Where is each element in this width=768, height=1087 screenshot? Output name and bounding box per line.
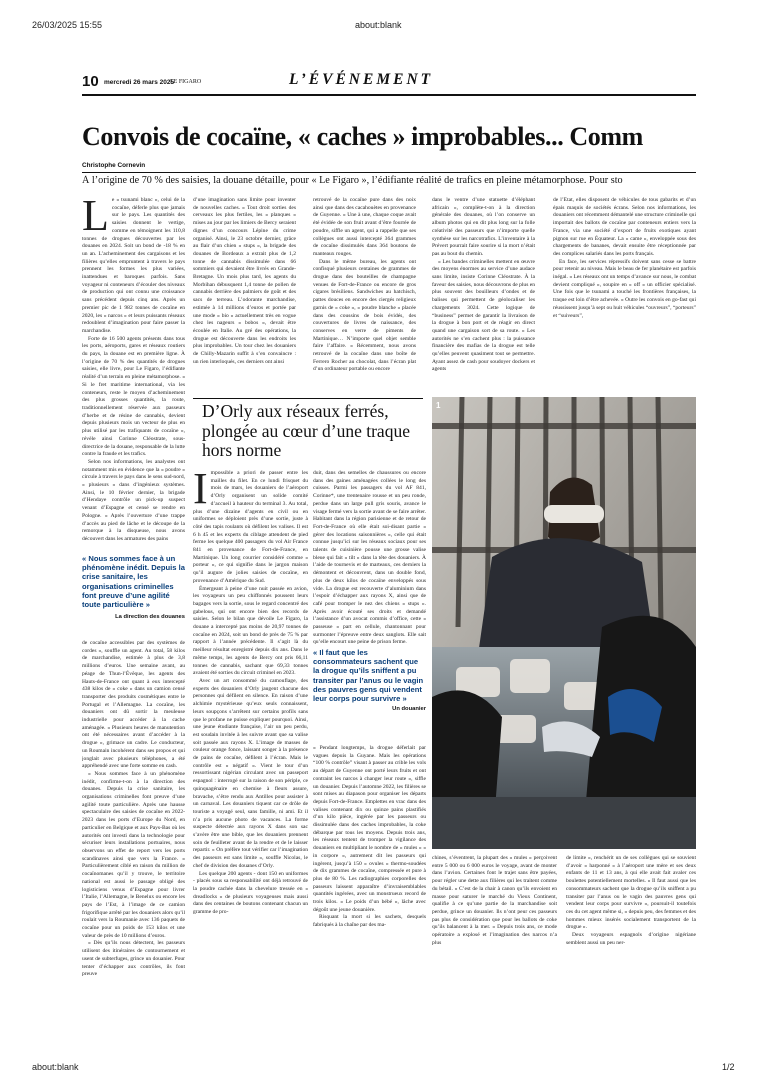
author-byline: Christophe Cornevin <box>82 162 146 169</box>
paragraph: En face, les services répressifs doivent sans cesse se battre pour retenir au niveau. Mais le beau de fer planétaire est parfois inégal. « Les réseaux ont un temps d’avance sur nous, le combat devient compliqué », soupire en « off » un officier spécialisé. Une fois que le tsunami a touché les frontières françaises, la traque est loin d’être achevée. « Outre les convois en go-fast qui réussissent jusqu’à sept ou huit véhicules “ouvreurs”, “porteurs” et “suiveurs”, <box>553 258 696 319</box>
print-footer-url: about:blank <box>32 1062 79 1072</box>
paragraph: Risquant la mort si les sachets, desquels fabriqués à la chaîne par des ma- <box>313 914 426 929</box>
photo-number: 1 <box>436 401 441 410</box>
paragraph: de l’État, elles disposent de véhicules de tous gabarits et d’un épais maquis de sociétés écrans. Selon nos informations, les douaniers ont récemment démantelé une structure criminelle qui importait des ballots de cocaïne par conteneurs entiers vers la France, via une société d’export de fruits exotiques ayant pignon sur rue en Équateur. La « came », enveloppée sous des chargements de bananes, devait ensuite être réceptionnée par des complices salariés dans les ports français. <box>553 197 696 257</box>
byline-rule <box>82 172 696 173</box>
pull-quote-2 <box>313 648 426 712</box>
photo-illustration <box>432 397 696 849</box>
paragraph: Dans le même bureau, les agents ont confisqué plusieurs centaines de grammes de drogue dans des bouteilles de champagne venues de Fort-de-France ou encore de gros cigares brésiliens. Sandwiches au hatchisch, pattes douces en encore des ciergés religieux garnis de « coke », « poudre blanche » placée dans des coussins de bois évidés, des couvertures de livres de naissance, des conserves en verre de piments de Martinique… N’importe quel objet semble faire l’affaire. « Récemment, nous avons retrouvé de la cocaïne dans une boîte de Ferrero Rocher au chocolat, dans l’écran plat d’un ordinateur portable ou encore <box>313 258 416 373</box>
pull-quote-1 <box>82 554 185 620</box>
sub-column-3 <box>432 855 557 1047</box>
main-column-4 <box>432 197 535 397</box>
sub-column-2 <box>313 470 426 645</box>
paragraph: Forte de 16 500 agents présents dans tous les ports, aéroports, gares et réseaux routiers du pays, la douane est en première ligne. À l’origine de 70 % des quantités de drogues saisies, elle livre, pour Le Figaro, l’édifiante réalité d’un terrain en pleine métamorphose. « Si le fret maritime international, via les conteneurs, reste le moyen d’acheminement des plus grosses quantités, la route, traditionnellement réservée aux passeurs d’herbe et de résine de cannabis, devient depuis plusieurs mois un vecteur de plus en plus utilisé par les trafiquants de cocaïne », révèle ainsi Corinne Cléostrate, sous-directrice de la douane, responsable de la lutte contre la fraude et les trafics. <box>82 335 185 458</box>
pull-quote-text: « Il faut que les consommateurs sachent que la drogue qu’ils sniffent a pu transiter par l’anus ou le vagin des pauvres gens qui vendent leur corps pour survivre » <box>313 648 424 704</box>
main-column-2 <box>193 197 296 397</box>
sub-column-1 <box>193 470 308 1047</box>
main-headline: Convois de cocaïne, « caches » improbables... Comm <box>82 122 643 151</box>
paragraph: chines, s’éventrent, la plupart des « mules » perçoivent entre 5 000 ou 6 000 euros le voyage, avant de monter dans l’avion. Certaines font le trajet sans être payées, pour régler une dette aux filières qui les traitent comme du bétail. « C’est de la chair à canon qu’ils envoient en masse pour saturer le marché du Vieux Continent, qualifie à ce qu’une partie de la marchandise soit perdue, grince un douanier. Ils n’ont peur ces passeurs pas plus de considération que pour les ballots de coke qu’ils balancent à la mer. » Depuis trois ans, ce mode opératoire a explosé et l’imagination des narcos n’a plus <box>432 855 557 946</box>
sub-article-rule <box>193 398 423 399</box>
paragraph: d’une imagination sans limite pour inventer de nouvelles caches. » Tout droit sorties des cerveaux les plus fertiles, les « planques » mises au jour par les limiers de Bercy seraient dignes d’un concours Lépine du crime organisé. Ainsi, le 23 octobre dernier, grâce au flair d’un chien « stups », la brigade des douanes de Bordeaux a extrait plus de 1,2 tonne de cannabis dissimulée dans 66 sommiers qui devaient être livrés en Grande-Bretagne. Un mois plus tard, les agents du Morbihan débusquent 1,4 tonne de pollen de cannabis derrière des palmiers de goût et des sacs de terreau. L’odorante marchandise, estimée à 14 millions d’euros et portée par une mode « bio » actuellement très en vogue chez les nageurs « bobos », devait être écoulée en Italie. Au gré des opérations, la drogue est découverte dans les endroits les plus improbables. Un tour chez les douaniers de Chilly-Mazarin suffit à s’en convaincre : un rien interloqués, ces derniers ont ainsi <box>193 197 296 365</box>
section-title: L’ÉVÉNEMENT <box>289 71 434 88</box>
standfirst: À l’origine de 70 % des saisies, la douane détaille, pour « Le Figaro », l’édifiante réalité de trafics en pleine métamorphose. Pour sto <box>82 175 623 186</box>
pull-quote-source: Un douanier <box>392 706 426 713</box>
paragraph: retrouvé de la cocaïne pure dans des noix ainsi que dans des cacahouètes en provenance de Guyenne. « Une à une, chaque coque avait été évidée de son fruit avant d’être fourrée de poudre, siffle un agent, qui a rappelle que ses collègues ont aussi intercepté 364 grammes de cocaïne dissimulés dans 364 boutons de manteaux rouges. <box>313 197 416 257</box>
paragraph: Avec un art consommé du camouflage, des experts des douaniers d’Orly jaugent chacune des personnes qui défilent en silence. En raison d’une alchimie mystérieuse qu’eux seuls connaissent, leurs soupçons s’arrêtent sur certains profils sans que le profane ne puisse expliquer pourquoi. Ainsi, une jeune étudiante française, l’air un peu perdu, est soudain invitée à les suivre avant que sa valise soit passée aux rayons X. L’image de masses de couleur orange fonce, laissant songer à la présence de pains de cocaïne, défilent à l’écran. Mais le contrôle est « négatif ». Vient le tour d’un ressortissant nigérian circulant avec un passeport espagnol : interrogé sur la raison de son périple, ce quinquagénaire en chemise à fleurs assure, bravache, s’être rendu aux Antilles pour assister à un carnaval. Les douaniers tiquent car ce drôle de touriste a voyagé seul, sans famille, ni ami. Et il n’a pris aucune photo de vacances. La forme suspecte détectée aux rayons X dans son sac s’avère être une bible, que les douaniers prennent soin de feuilleter avant de la rendre et de le laisser repartir. « On préfère tout vérifier car l’imagination des passeurs est sans limite », souffle Nicolas, le chef de division des douanes d’Orly. <box>193 677 308 869</box>
main-column-1-continued <box>82 640 185 1047</box>
drop-cap: I <box>193 470 208 513</box>
paragraph: de limite », renchérit un de ses collègues qui se souvient d’avoir « harponné » à l’aéroport une mère et ses deux enfants de 11 et 13 ans, à qui elle avait fait avaler ces boulettes potentiellement mortelles. « Il faut aussi que les consommateurs sachent que la drogue qu’ils sniffent a pu transiter par l’anus ou le vagin des pauvres gens qui vendent leur corps pour survivre », poursuit-il toutefois ces du cet agent même si, « depuis peu, des femmes et des hommes mieux insérés socialement transportent de la drogue ». <box>566 855 696 931</box>
pull-quote-source: La direction des douanes <box>115 614 185 621</box>
print-title: about:blank <box>355 20 402 30</box>
paragraph: de cocaïne accessibles par des systèmes de cordes », souffle un agent. Au total, 58 kilos de marchandise, estimée à plus de 3,8 millions d’euros. Une semaine avant, au péage de Thun-l’Évêque, les agents des Hauts-de-France ont quant à eux intercepté 438 kilos de « coke » dans un camion censé transporter des produits cosmétiques entre le Portugal et l’Allemagne. La cocaïne, les douaniers ont dû sortir la meuleuse industrielle pour accéder à la cache aménagée. « Plusieurs heures de manutention ont été nécessaires avant d’accéder à la drogue », grimace un cadre. Le conducteur, un Roumain incohérent dans ses propos et qui jonglait avec plusieurs téléphones, a été appréhendé avec une forte somme en cash. <box>82 640 185 770</box>
article-photo <box>432 397 696 849</box>
main-column-1 <box>82 197 185 549</box>
edition-date: mercredi 26 mars 2025 <box>104 79 175 86</box>
sub-column-4 <box>566 855 696 1047</box>
masthead-rule <box>82 94 696 96</box>
page-number: 10 <box>82 73 99 90</box>
paragraph: Le « tsunami blanc », celui de la cocaïne, déferle plus que jamais sur le pays. Les quantités des saisies donnent le vertige, comme en témoignent les 110,8 tonnes de drogues découvertes par les douanes en 2024. Soit un bond de -18 % en un an. L’acheminement des cargaisons et les filières qu’elles empruntent à travers le pays prennent les formes les plus variées, inattendues et baroques parfois. Sans voyageur ni conteneurs d’écouler des niveaux de production qui ont connu une croissance sans précédent depuis cinq ans. Après un premier pic de 1 982 tonnes de cocaïne en 2020, les « narcos » et leurs puissants réseaux redoublent d’imagination pour faire passer la marchandise. <box>82 197 185 334</box>
sub-headline: D’Orly aux réseaux ferrés, plongée au cœur d’une traque hors norme <box>202 401 410 460</box>
paragraph: duit, dans des semelles de chaussures ou encore dans des gaines aménagées collées le long des cuisses. Parmi les passagers du vol AF 841, Corinne*, une trentenaire rousse et un peu ronde, perdue dans un large pull gris souris, avance le visage fermé vers la sortie avant de se faire arrêter. Habitant dans la région parisienne et de retour de Fort-de-France où elle était soi-disant partie « gérer des locations saisonnières », celle qui était connue jusqu’ici sur les réseaux sociaux pour ses talents de cuisinière pousse une grosse valise bleue qui fait « tilt » dans la tête des douaniers. À l’aide de tournevis et de marteaux, ces derniers la démontent et découvrent, dans un double fond, plus de deux kilos de cocaïne enveloppés sous vide. La drogue est recouverte d’aluminium dans l’espoir d’échapper aux rayons X, ainsi que de café pour tromper le nez des chiens « stups ». Après avoir écouté ses droits et demandé l’assistance d’un avocat commis d’office, cette « passeuse » part en cellule, chantonnant pour surmonter l’épreuve entre deux sanglots. Elle sait qu’elle encourt une peine de prison ferme. <box>313 470 426 645</box>
print-page-number: 1/2 <box>722 1062 735 1072</box>
paragraph: Impossible a priori de passer entre les mailles du filet. En ce lundi frisquet du mois de mars, les douaniers de l’aéroport d’Orly organisent un solide comité d’accueil à hauteur du terminal 3. Au total, plus d’une dizaine d’agents en civil ou en uniformes se déploient près d’une sortie, juste à côté des tapis roulants où défilent les valises. Il est 6 h 45 et les experts du ciblage attendent de pied ferme les quelque 400 passagers du vol Air France 841 en provenance de Fort-de-France, en Martinique. Un long courrier considéré comme « porteur », ce qui signifie dans le jargon maison qu’il augure de jolies saisies de cocaïne, en provenance d’Amérique du Sud. <box>193 470 308 584</box>
paragraph: dans le ventre d’une statuette d’éléphant africain », complète-t-on à la direction générale des douanes, où l’on conserve un album photos qui en dit plus long sur la folle créativité des passeurs que n’importe quelle synthèse sur les narcotrafics. L’inventaire à la Prévert pourrait faire sourire si la mort n’était pas au bout du chemin. <box>432 197 535 257</box>
paragraph: « Nous sommes face à un phénomène inédit, confirme-t-on à la direction des douanes. Depuis la crise sanitaire, les organisations criminelles font preuve d’une agilité toute particulière. Après une hausse spectaculaire des saisies de cocaïne en 2022-2023 dans les ports d’Europe du Nord, en particulier en Belgique et aux Pays-Bas où les autorités ont investi dans la technologie pour sécuriser leurs installations portuaires, nous observons un effet de report vers les ports scandinaves ainsi que vers la France. » Particulièrement ciblé en raison du million de cocaïnomanes qu’il y trouve, le territoire national est aussi le passage obligé des logisticiens venus d’Espagne pour livrer l’Italie, l’Allemagne, le Benelux ou encore les pays de l’Est, à l’image de ce camion frigorifique arrêté par les douaniers alors qu’il roulait vers la Roumanie avec 136 paquets de cocaïne pour un poids de 153 kilos et une valeur de près de 10 millions d’euros. <box>82 770 185 939</box>
main-column-5 <box>553 197 696 397</box>
print-datetime: 26/03/2025 15:55 <box>32 20 103 30</box>
paragraph: « Les bandes criminelles mettent en œuvre des moyens énormes au service d’une audace sans limite, insiste Corinne Cléostrate. À la faveur des saisies, nous découvrons de plus en plus souvent des bouilleurs d’ondes et de balises qui permettent de géolocaliser les chargements 3024. Cette logique de “business” permet de garantir la livraison de la drogue à bon port et de réagir en direct quand une cargaison sort de sa route. » Les autorités ne s’en cachent plus : la puissance financière des mafias de la drogue est telle qu’elles peuvent quasiment tout se permettre. Ayant assez de cash pour soudoyer dockers et agents <box>432 258 535 373</box>
paper-name: LE FIGARO <box>170 79 202 85</box>
pull-quote-text: « Nous sommes face à un phénomène inédit. Depuis la crise sanitaire, les organisations criminelles font preuve d’une agilité toute particulière » <box>82 554 185 610</box>
sub-column-2-continued <box>313 745 426 1047</box>
paragraph: « Dès qu’ils nous détectent, les passeurs utilisent des itinéraires de contournement et usent de subterfuges, grince un douanier. Pour tenter d’échapper aux contrôles, ils font preuve <box>82 940 185 978</box>
main-column-3 <box>313 197 416 397</box>
paragraph: Deux voyageurs espagnols d’origine nigériane semblent aussi un peu ner- <box>566 932 696 946</box>
paragraph: Selon nos informations, les analystes ont notamment mis en évidence que la « poudre » circule à travers le pays dans le sens sud-nord, « plusieurs » dans d’ingénieux systèmes. Ainsi, le 10 février dernier, la brigade d’Hendaye contrôle un pick-up suspect venant d’Espagne et censé se rendre en Pologne. « Après l’ouverture d’une trappe d’accès au pied de lâche et le découpe de la remorque à la disqueuse, nous avons découvert dans les armatures des pains <box>82 458 185 542</box>
drop-cap: L <box>82 197 109 240</box>
paragraph: « Pendant longtemps, la drogue déferlait par vagues depuis la Guyane. Mais les opérations “100 % contrôle” visant à passer au crible les vols au départ de Guyenne ont porté leurs fruits et ont contraint les narcos à changer leur route », siffle un douanier. Depuis l’automne 2022, les filières se sont mises au diapason pour organiser les départs depuis Fort-de-France. Emplettes en vrac dans des valises contenant dix ou quinze pains plastifiés d’un kilo pièce, ingérée par les passeurs ou dissimulée dans des caches improbables, la coke débarque par tous les moyens. Depuis trois ans, les réseaux tentent de tromper la vigilance des douaniers en multipliant le nombre de « mules » « in corpore », autrement dit les passeurs qui ingèrent, jusqu’à 150 « ovules » thermo-soudées de dix grammes de cocaïne, compressée et pure à plus de 80 %. Les radiographies corporelles des passeurs laissent apparaître d’invraisemblables quantités ingérées, avec un monstrueux record de trois kilos. « Le poids d’un bébé », lâche avec dégoût une jeune douanière. <box>313 745 426 913</box>
masthead <box>82 72 696 94</box>
paragraph: Les quelque 200 agents - dont 150 en uniformes - placés sous sa responsabilité ont déjà retrouvé de la poudre cachée dans la chevelure tressée en « dreadlocks » de plusieurs voyageuses mais aussi dans des centaines de boutons contenant chacun un gramme de pro- <box>193 870 308 916</box>
paragraph: Émergeant à peine d’une nuit passée en avion, les voyageurs un peu chiffonnés poussent leurs bagages vers la sortie, sous le regard concentré des gabelous, qui ont encore bien des records de saisies. Selon le bilan que dévoile Le Figaro, la douane a intercepté pas moins de 20,97 tonnes de cocaïne en 2024, soit un bond de près de 75 % par rapport à l’année précédente. Il s’agit là du meilleur résultat enregistré depuis dix ans. Dans le même temps, les agents de Bercy ont pris 66,11 tonnes de cannabis, sachant que 69,33 tonnes avaient été sorties du circuit criminel en 2023. <box>193 585 308 677</box>
